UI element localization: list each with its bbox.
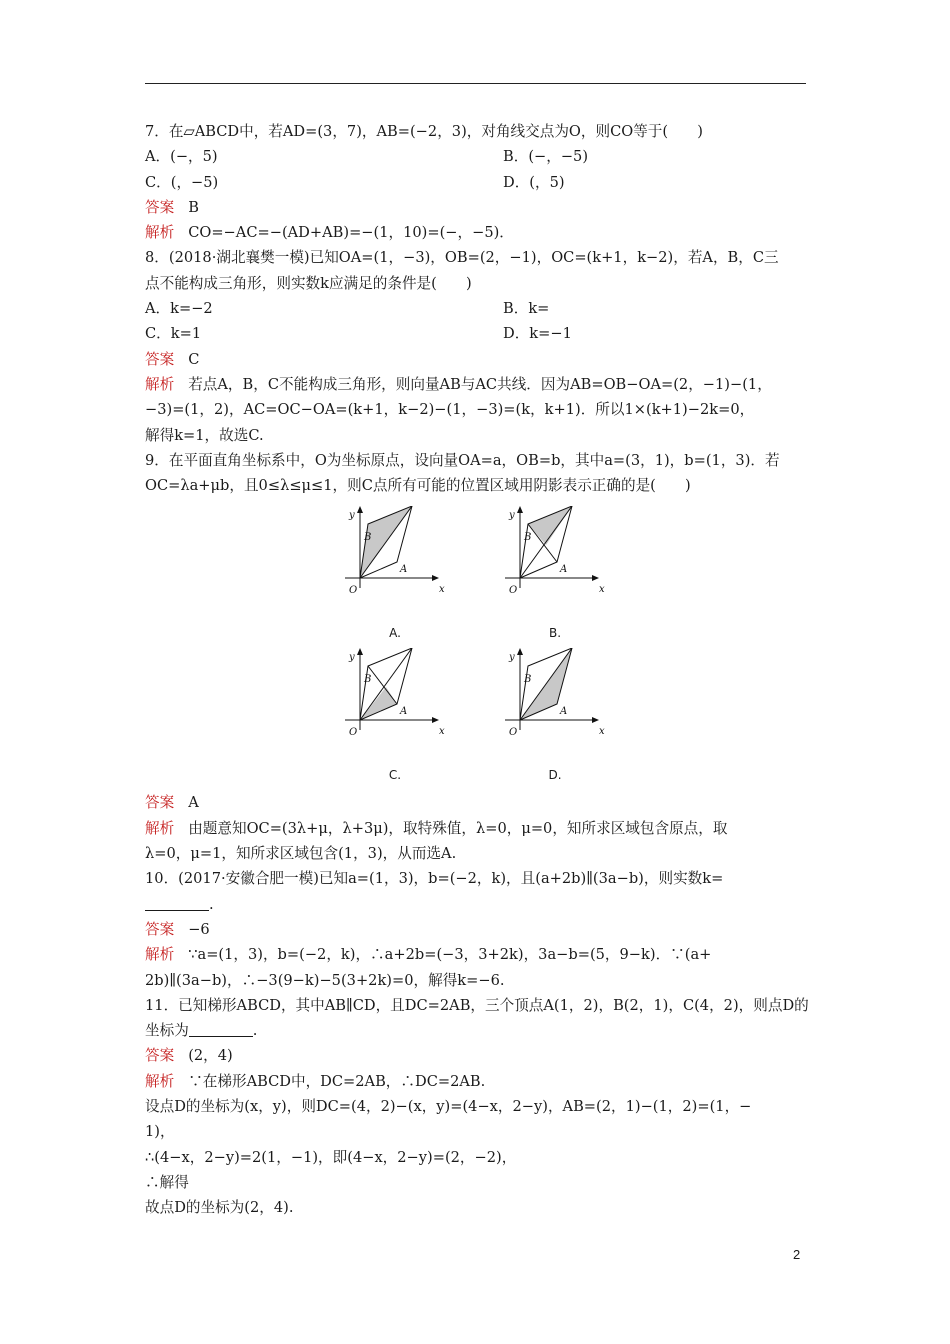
analysis-label: 解析 (145, 224, 175, 242)
q8-analysis-line-2: −3)=(1，2)，AC=OC−OA=(k+1，k−2)−(1，−3)=(k，k+1)．所以1×(k+1)−2k=0， (145, 401, 755, 419)
q11-solution-line-5: ∴解得 (145, 1173, 189, 1191)
q8-option-d: D．k=−1 (503, 325, 572, 343)
point-b-label: B (524, 674, 532, 686)
q9-diagram-c (345, 648, 455, 768)
q11-solution-line-2: 设点D的坐标为(x，y)，则DC=(4，2)−(x，y)=(4−x，2−y)，AB=(2，1)−(1，2)=(1，− (145, 1098, 752, 1116)
q8-option-b: B．k= (503, 300, 550, 318)
x-label: x (599, 726, 605, 738)
q10-answer-value: −6 (188, 920, 210, 938)
point-a-label: A (400, 706, 408, 718)
q7-analysis-text: CO=−AC=−(AD+AB)=−(1，10)=(−，−5)． (188, 224, 514, 242)
q9-caption-a: A. (389, 626, 401, 641)
point-a-label: A (560, 706, 568, 718)
point-b-label: B (524, 532, 532, 544)
y-label: y (509, 652, 515, 664)
q9-figure-b (505, 506, 615, 648)
q9-answer (145, 790, 809, 815)
origin-label: O (349, 727, 358, 739)
q11-solution-line-3: 1)， (145, 1123, 175, 1141)
x-label: x (439, 584, 445, 596)
q10-analysis-line-1 (145, 942, 809, 967)
fill-in-blank (189, 1022, 253, 1037)
answer-label: 答案 (145, 920, 175, 938)
q10-stem-end: . (209, 895, 214, 913)
q9-stem-line-2: OC=λa+μb，且0≤λ≤μ≤1，则C点所有可能的位置区域用阴影表示正确的是( ) (145, 477, 691, 495)
q8-analysis-text-1: 若点A，B，C不能构成三角形，则向量AB与AC共线．因为AB=OB−OA=(2，−1)−(1， (188, 375, 772, 393)
page-number: 2 (793, 1247, 801, 1262)
q11-analysis-text-1: ∵在梯形ABCD中，DC=2AB，∴DC=2AB. (188, 1072, 486, 1090)
y-label: y (509, 510, 515, 522)
point-a-label: A (400, 564, 408, 576)
q7-analysis (145, 220, 809, 245)
q11-stem-line-1: 11．已知梯形ABCD，其中AB∥CD，且DC=2AB，三个顶点A(1，2)，B(2，1)，C(4，2)，则点D的 (145, 996, 809, 1014)
analysis-label: 解析 (145, 819, 175, 837)
q9-stem-line-1: 9．在平面直角坐标系中，O为坐标原点，设向量OA=a，OB=b，其中a=(3，1)，b=(1，3)．若 (145, 451, 780, 469)
q9-figure-c (345, 648, 455, 790)
x-arrow-icon (432, 575, 439, 581)
origin-label: O (509, 585, 518, 597)
q7-option-c: C．(，−5) (145, 173, 219, 191)
q7-answer-value: B (188, 198, 199, 216)
q8-answer-value: C (188, 350, 200, 368)
origin-label: O (509, 727, 518, 739)
answer-label: 答案 (145, 198, 175, 216)
y-arrow-icon (517, 506, 523, 513)
analysis-label: 解析 (145, 946, 175, 964)
q9-diagram-b (505, 506, 615, 626)
y-label: y (349, 652, 355, 664)
q9-figure-row-2 (145, 648, 809, 790)
point-b-label: B (364, 674, 372, 686)
q8-stem-line-2: 点不能构成三角形，则实数k应满足的条件是( ) (145, 274, 472, 292)
q7-option-a: A．(−，5) (145, 148, 218, 166)
answer-label: 答案 (145, 1047, 175, 1065)
q9-analysis-line-1 (145, 816, 809, 841)
q11-stem-start: 坐标为 (145, 1022, 189, 1040)
q11-stem-line-2 (145, 1018, 809, 1043)
q8-options-row-2 (145, 321, 809, 346)
q8-options-row-1 (145, 296, 809, 321)
q10-stem-line-1: 10．(2017·安徽合肥一模)已知a=(1，3)，b=(−2，k)，且(a+2b)∥(3a−b)，则实数k= (145, 870, 724, 888)
q10-analysis-line-2: 2b)∥(3a−b)，∴−3(9−k)−5(3+2k)=0，解得k=−6. (145, 971, 505, 989)
q8-stem-line-1: 8．(2018·湖北襄樊一模)已知OA=(1，−3)，OB=(2，−1)，OC=(k+1，k−2)，若A，B，C三 (145, 249, 779, 267)
q9-figure-row-1 (145, 506, 809, 648)
y-label: y (349, 510, 355, 522)
q9-caption-d: D. (548, 768, 562, 783)
shaded-region (360, 687, 397, 720)
q11-analysis-line-1 (145, 1069, 809, 1094)
q11-solution-line-6: 故点D的坐标为(2，4). (145, 1199, 294, 1217)
y-arrow-icon (517, 648, 523, 655)
y-arrow-icon (357, 506, 363, 513)
q9-caption-b: B. (548, 626, 562, 641)
q10-stem-line-2 (145, 892, 809, 917)
q8-analysis-line-1 (145, 372, 809, 397)
q11-answer (145, 1043, 809, 1068)
q10-answer (145, 917, 809, 942)
q11-stem-end: . (252, 1022, 258, 1040)
x-arrow-icon (432, 717, 439, 723)
x-label: x (439, 726, 445, 738)
q9-diagram-a (345, 506, 455, 626)
q11-answer-value: (2，4) (188, 1047, 233, 1065)
x-arrow-icon (592, 575, 599, 581)
q7-stem: 7．在▱ABCD中，若AD=(3，7)，AB=(−2，3)，对角线交点为O，则CO等于( ) (145, 123, 703, 140)
q7-options-row-1 (145, 144, 809, 169)
q9-figure-d (505, 648, 615, 790)
y-arrow-icon (357, 648, 363, 655)
x-label: x (599, 584, 605, 596)
q9-analysis-text-1: 由题意知OC=(3λ+μ，λ+3μ)，取特殊值，λ=0，μ=0，知所求区域包含原点，取 (188, 819, 728, 837)
header-rule (145, 83, 806, 84)
q7-options-row-2 (145, 170, 809, 195)
answer-label: 答案 (145, 794, 175, 812)
shaded-region (528, 506, 572, 545)
point-a-label: A (560, 564, 568, 576)
q7-option-b: B．(−，−5) (503, 148, 589, 166)
analysis-label: 解析 (145, 375, 175, 393)
q8-answer (145, 347, 809, 372)
point-b-label: B (364, 532, 372, 544)
q8-analysis-line-3: 解得k=1，故选C. (145, 426, 264, 444)
q8-option-c: C．k=1 (145, 325, 202, 343)
q9-answer-value: A (188, 794, 199, 812)
x-arrow-icon (592, 717, 599, 723)
q9-caption-c: C. (388, 768, 402, 783)
analysis-label: 解析 (145, 1072, 175, 1090)
answer-label: 答案 (145, 350, 175, 368)
q9-analysis-line-2: λ=0，μ=1，知所求区域包含(1，3)，从而选A. (145, 845, 457, 863)
q9-figure-a (345, 506, 455, 648)
document-body (145, 119, 809, 1221)
q9-diagram-d (505, 648, 615, 768)
q10-analysis-text-1: ∵a=(1，3)，b=(−2，k)，∴a+2b=(−3，3+2k)，3a−b=(5，9−k)．∵(a+ (188, 946, 712, 964)
q7-answer (145, 195, 809, 220)
fill-in-blank (145, 896, 209, 911)
q8-option-a: A．k=−2 (145, 300, 213, 318)
q11-solution-line-4: ∴(4−x，2−y)=2(1，−1)，即(4−x，2−y)=(2，−2)， (145, 1148, 517, 1166)
origin-label: O (349, 585, 358, 597)
q7-option-d: D．(，5) (503, 173, 565, 191)
